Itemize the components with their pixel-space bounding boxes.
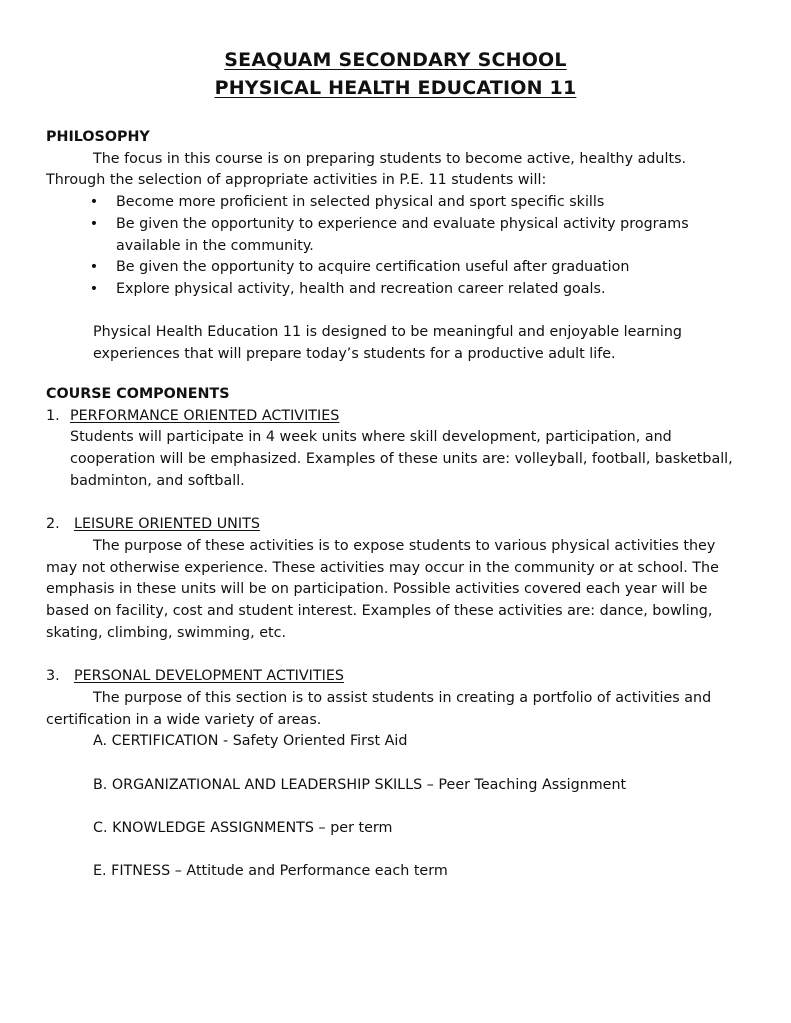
bullet-text: Become more proficient in selected physical and sport specific skills xyxy=(116,194,605,211)
component-2-line4: based on facility, cost and student interest. Examples of these activities are: dance, bowling, xyxy=(46,603,713,620)
component-3-line2: certification in a wide variety of areas. xyxy=(46,711,322,728)
philosophy-heading: PHILOSOPHY xyxy=(46,129,150,145)
list-item xyxy=(46,192,758,214)
component-3-title-row xyxy=(46,666,758,688)
component-1-line3: badminton, and softball. xyxy=(70,472,245,489)
component-1-line1: Students will participate in 4 week units where skill development, participation, and xyxy=(70,429,672,446)
bullet-icon: • xyxy=(89,215,99,232)
philosophy-intro-line1: The focus in this course is on preparing students to become active, healthy adults. xyxy=(93,150,687,167)
philosophy-bullet-list xyxy=(46,192,758,301)
component-3-sub-a: A. CERTIFICATION - Safety Oriented First Aid xyxy=(93,733,408,750)
bullet-icon: • xyxy=(89,259,99,276)
bullet-text: Explore physical activity, health and recreation career related goals. xyxy=(116,280,606,297)
component-2-line5: skating, climbing, swimming, etc. xyxy=(46,624,287,641)
component-2-number: 2. xyxy=(46,516,60,533)
component-1-title: PERFORMANCE ORIENTED ACTIVITIES xyxy=(70,407,340,424)
bullet-text: Be given the opportunity to acquire certification useful after graduation xyxy=(116,259,630,276)
bullet-text-continued: available in the community. xyxy=(116,237,314,254)
philosophy-section xyxy=(46,127,758,366)
component-2-line2: may not otherwise experience. These activities may occur in the community or at school. The xyxy=(46,559,719,576)
list-item xyxy=(46,257,758,279)
bullet-text: Be given the opportunity to experience and evaluate physical activity programs xyxy=(116,215,689,232)
school-name-title: SEAQUAM SECONDARY SCHOOL xyxy=(224,49,567,71)
component-3-line1: The purpose of this section is to assist students in creating a portfolio of activities and xyxy=(93,689,712,706)
component-1-title-row xyxy=(46,406,758,428)
list-item xyxy=(46,214,758,257)
philosophy-closing-line1: Physical Health Education 11 is designed to be meaningful and enjoyable learning xyxy=(93,324,682,341)
component-1-number: 1. xyxy=(46,407,60,424)
course-components-heading: COURSE COMPONENTS xyxy=(46,386,230,402)
component-1-line2: cooperation will be emphasized. Examples of these units are: volleyball, football, basketball, xyxy=(70,451,733,468)
course-title: PHYSICAL HEALTH EDUCATION 11 xyxy=(214,77,577,99)
component-2-line3: emphasis in these units will be on participation. Possible activities covered each year will be xyxy=(46,581,708,598)
bullet-icon: • xyxy=(89,194,99,211)
component-3-number: 3. xyxy=(46,668,60,685)
course-components-section xyxy=(46,384,758,883)
component-3-sub-b: B. ORGANIZATIONAL AND LEADERSHIP SKILLS – Peer Teaching Assignment xyxy=(93,776,627,793)
philosophy-intro-line2: Through the selection of appropriate activities in P.E. 11 students will: xyxy=(46,172,547,189)
component-2-title: LEISURE ORIENTED UNITS xyxy=(74,516,260,533)
component-3-sub-e: E. FITNESS – Attitude and Performance each term xyxy=(93,863,448,880)
component-2-title-row xyxy=(46,514,758,536)
list-item xyxy=(46,279,758,301)
component-3-sub-c: C. KNOWLEDGE ASSIGNMENTS – per term xyxy=(93,820,393,836)
component-2-line1: The purpose of these activities is to expose students to various physical activities they xyxy=(93,537,716,554)
philosophy-closing-line2: experiences that will prepare today’s students for a productive adult life. xyxy=(93,346,616,363)
component-3-title: PERSONAL DEVELOPMENT ACTIVITIES xyxy=(74,668,344,685)
bullet-icon: • xyxy=(89,280,99,297)
